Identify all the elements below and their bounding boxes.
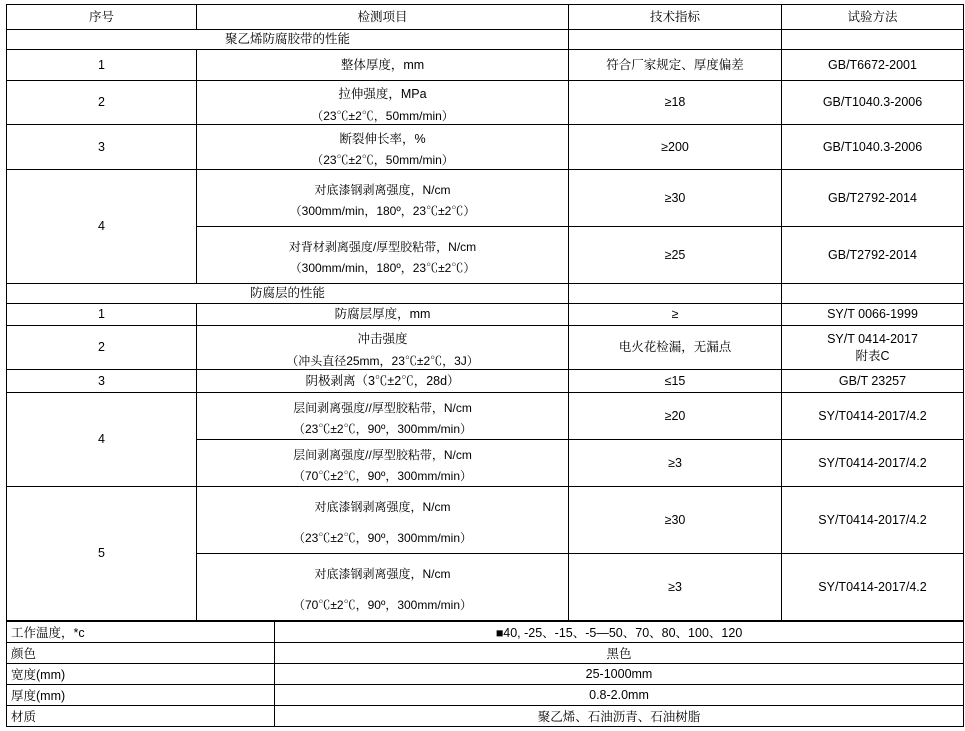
row-item-line2: （冲头直径25mm，23℃±2℃，3J） xyxy=(286,353,479,368)
row-item-line1: 断裂伸长率，% xyxy=(339,131,426,146)
row-item xyxy=(197,440,569,487)
row-item-line2: （23℃±2℃，90º，300mm/min） xyxy=(292,422,473,437)
row-item xyxy=(197,170,569,227)
property-value: 25-1000mm xyxy=(275,664,964,685)
row-no: 1 xyxy=(7,50,197,81)
table-row xyxy=(7,393,964,440)
property-label: 颜色 xyxy=(7,643,275,664)
property-value: 聚乙烯、石油沥青、石油树脂 xyxy=(275,706,964,727)
table-row xyxy=(7,170,964,227)
table-row xyxy=(7,326,964,370)
row-method-line1: SY/T 0414-2017 xyxy=(827,331,918,346)
row-spec: ≥20 xyxy=(569,393,782,440)
row-spec: ≥ xyxy=(569,304,782,326)
property-value: 0.8-2.0mm xyxy=(275,685,964,706)
row-method: SY/T0414-2017/4.2 xyxy=(782,440,964,487)
row-spec: ≤15 xyxy=(569,370,782,393)
row-method: SY/T0414-2017/4.2 xyxy=(782,393,964,440)
section-header-row xyxy=(7,30,964,50)
table-row xyxy=(7,304,964,326)
row-no: 4 xyxy=(7,393,197,487)
row-method: GB/T2792-2014 xyxy=(782,227,964,284)
row-item-line1: 对底漆钢剥离强度，N/cm xyxy=(314,567,451,582)
row-item xyxy=(197,81,569,125)
section-title-2: 防腐层的性能 xyxy=(7,284,569,304)
row-method: GB/T1040.3-2006 xyxy=(782,125,964,170)
header-spec: 技术指标 xyxy=(569,5,782,30)
property-label: 宽度(mm) xyxy=(7,664,275,685)
property-value: ■40, -25、-15、-5—50、70、80、100、120 xyxy=(275,622,964,643)
row-spec: ≥3 xyxy=(569,554,782,621)
row-item-line2: （70℃±2℃，90º，300mm/min） xyxy=(292,469,473,484)
row-item: 阴极剥离（3℃±2℃，28d） xyxy=(197,370,569,393)
header-method: 试验方法 xyxy=(782,5,964,30)
row-spec: 符合厂家规定、厚度偏差 xyxy=(569,50,782,81)
row-method: SY/T0414-2017/4.2 xyxy=(782,487,964,554)
property-value: 黑色 xyxy=(275,643,964,664)
header-no: 序号 xyxy=(7,5,197,30)
property-row xyxy=(7,643,964,664)
row-spec: ≥200 xyxy=(569,125,782,170)
row-item-line1: 层间剥离强度//厚型胶粘带，N/cm xyxy=(293,400,472,415)
row-item xyxy=(197,326,569,370)
row-item-line1: 拉伸强度，MPa xyxy=(338,87,427,101)
row-item-line1: 层间剥离强度//厚型胶粘带，N/cm xyxy=(293,447,472,462)
row-no: 1 xyxy=(7,304,197,326)
row-item-line2: （70℃±2℃，90º，300mm/min） xyxy=(292,597,473,612)
row-item-line2: （300mm/min，180º，23℃±2℃） xyxy=(289,261,476,276)
row-spec: ≥18 xyxy=(569,81,782,125)
row-item-line1: 冲击强度 xyxy=(357,332,408,347)
table-row xyxy=(7,81,964,125)
property-row xyxy=(7,622,964,643)
row-no: 4 xyxy=(7,170,197,284)
row-method: GB/T 23257 xyxy=(782,370,964,393)
row-spec: ≥30 xyxy=(569,487,782,554)
section-spacer-method-2 xyxy=(782,284,964,304)
row-item xyxy=(197,487,569,554)
row-spec: ≥3 xyxy=(569,440,782,487)
row-method: SY/T 0066-1999 xyxy=(782,304,964,326)
section-spacer-spec-2 xyxy=(569,284,782,304)
row-item: 整体厚度，mm xyxy=(197,50,569,81)
row-no: 2 xyxy=(7,326,197,370)
row-item-line2: （300mm/min，180º，23℃±2℃） xyxy=(289,204,476,219)
row-no: 5 xyxy=(7,487,197,621)
row-item-line1: 对背材剥离强度/厚型胶粘带，N/cm xyxy=(288,239,477,254)
header-item: 检测项目 xyxy=(197,5,569,30)
row-item xyxy=(197,125,569,170)
row-item-line2: （23℃±2℃，50mm/min） xyxy=(311,153,454,168)
row-item xyxy=(197,393,569,440)
property-label: 工作温度，*c xyxy=(7,622,275,643)
row-item-line1: 对底漆钢剥离强度，N/cm xyxy=(314,500,451,515)
row-spec: ≥30 xyxy=(569,170,782,227)
table-row xyxy=(7,50,964,81)
row-method xyxy=(782,326,964,370)
spec-sheet xyxy=(0,4,965,731)
section-title-1: 聚乙烯防腐胶带的性能 xyxy=(7,30,569,50)
property-label: 材质 xyxy=(7,706,275,727)
table-row xyxy=(7,370,964,393)
property-row xyxy=(7,664,964,685)
row-method: SY/T0414-2017/4.2 xyxy=(782,554,964,621)
specification-table xyxy=(6,4,964,621)
property-row xyxy=(7,706,964,727)
row-item xyxy=(197,554,569,621)
row-item-line2: （23℃±2℃，90º，300mm/min） xyxy=(292,530,473,545)
row-no: 2 xyxy=(7,81,197,125)
section-spacer-spec-1 xyxy=(569,30,782,50)
row-no: 3 xyxy=(7,370,197,393)
row-item-line1: 对底漆钢剥离强度，N/cm xyxy=(314,182,451,197)
table-row xyxy=(7,125,964,170)
section-header-row xyxy=(7,284,964,304)
row-no: 3 xyxy=(7,125,197,170)
row-method: GB/T2792-2014 xyxy=(782,170,964,227)
properties-table xyxy=(6,621,964,727)
row-item: 防腐层厚度，mm xyxy=(197,304,569,326)
row-item xyxy=(197,227,569,284)
row-method-line2: 附表C xyxy=(855,348,890,363)
row-method: GB/T1040.3-2006 xyxy=(782,81,964,125)
section-spacer-method-1 xyxy=(782,30,964,50)
row-spec: 电火花检漏，无漏点 xyxy=(569,326,782,370)
property-label: 厚度(mm) xyxy=(7,685,275,706)
table-row xyxy=(7,487,964,554)
row-method: GB/T6672-2001 xyxy=(782,50,964,81)
row-spec: ≥25 xyxy=(569,227,782,284)
property-row xyxy=(7,685,964,706)
row-item-line2: （23℃±2℃，50mm/min） xyxy=(311,108,454,123)
table-header-row xyxy=(7,5,964,30)
